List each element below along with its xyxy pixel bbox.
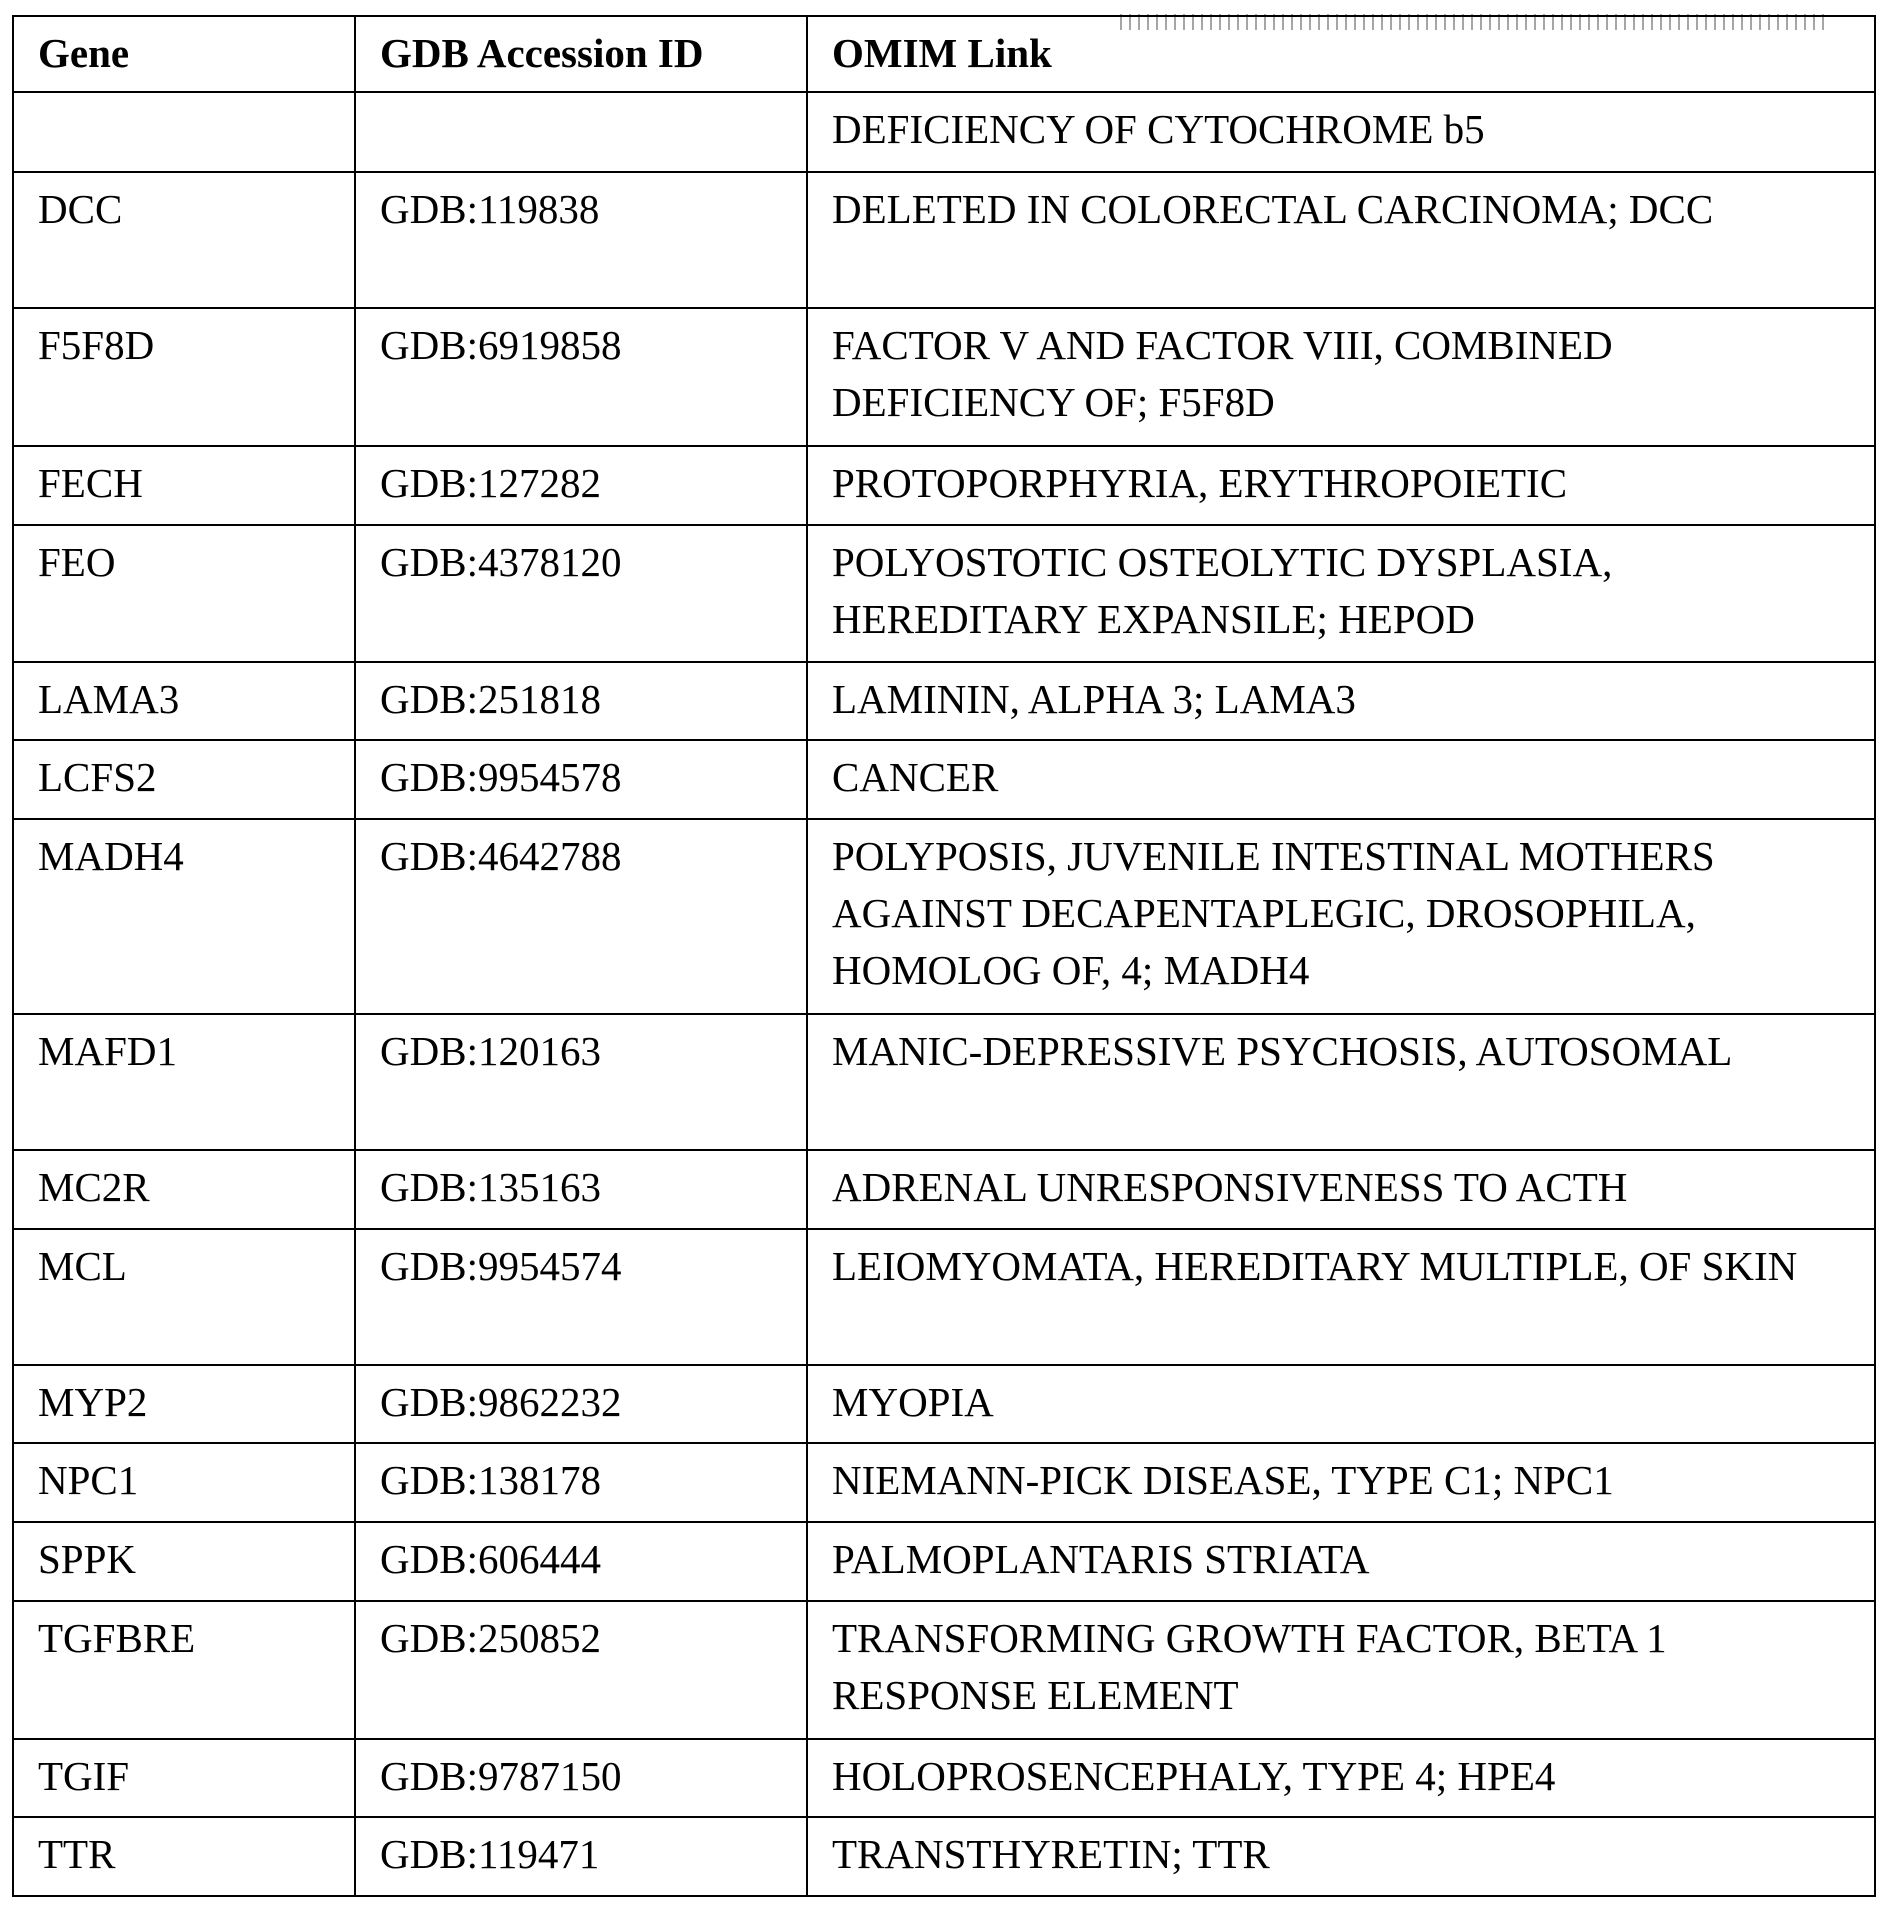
gene-cell: MAFD1 (13, 1014, 355, 1150)
gene-cell: MYP2 (13, 1365, 355, 1443)
table-row (13, 1229, 1875, 1365)
table-row (13, 1522, 1875, 1601)
gene-cell: MC2R (13, 1150, 355, 1229)
gene-cell: FEO (13, 525, 355, 662)
gdb-id-cell: GDB:4642788 (355, 819, 807, 1014)
table-row (13, 1150, 1875, 1229)
gdb-id-cell: GDB:119471 (355, 1817, 807, 1896)
gdb-id-cell (355, 92, 807, 172)
table-row (13, 1443, 1875, 1522)
gdb-id-cell: GDB:251818 (355, 662, 807, 740)
table-row (13, 172, 1875, 308)
table-row (13, 1014, 1875, 1150)
omim-link-cell: HOLOPROSENCEPHALY, TYPE 4; HPE4 (807, 1739, 1875, 1817)
gdb-id-cell: GDB:250852 (355, 1601, 807, 1739)
gene-cell (13, 92, 355, 172)
gene-cell: LAMA3 (13, 662, 355, 740)
gene-cell: LCFS2 (13, 740, 355, 819)
gene-table (12, 15, 1876, 1897)
omim-link-cell: ADRENAL UNRESPONSIVENESS TO ACTH (807, 1150, 1875, 1229)
gdb-id-cell: GDB:606444 (355, 1522, 807, 1601)
omim-link-cell: DELETED IN COLORECTAL CARCINOMA; DCC (807, 172, 1875, 308)
omim-link-cell: LEIOMYOMATA, HEREDITARY MULTIPLE, OF SKIN (807, 1229, 1875, 1365)
omim-link-cell: FACTOR V AND FACTOR VIII, COMBINED DEFICIENCY OF; F5F8D (807, 308, 1875, 446)
gene-cell: F5F8D (13, 308, 355, 446)
header-gdb-accession-id: GDB Accession ID (355, 16, 807, 92)
gdb-id-cell: GDB:120163 (355, 1014, 807, 1150)
header-gene: Gene (13, 16, 355, 92)
gdb-id-cell: GDB:9862232 (355, 1365, 807, 1443)
gdb-id-cell: GDB:9787150 (355, 1739, 807, 1817)
header-row (13, 16, 1875, 92)
table-row (13, 1817, 1875, 1896)
omim-link-cell: TRANSFORMING GROWTH FACTOR, BETA 1 RESPONSE ELEMENT (807, 1601, 1875, 1739)
gene-cell: FECH (13, 446, 355, 525)
gene-cell: TGIF (13, 1739, 355, 1817)
header-omim-link: OMIM Link (807, 16, 1875, 92)
gene-cell: TTR (13, 1817, 355, 1896)
table-row (13, 446, 1875, 525)
gdb-id-cell: GDB:119838 (355, 172, 807, 308)
gene-cell: MADH4 (13, 819, 355, 1014)
table-row (13, 740, 1875, 819)
gdb-id-cell: GDB:9954578 (355, 740, 807, 819)
omim-link-cell: MANIC-DEPRESSIVE PSYCHOSIS, AUTOSOMAL (807, 1014, 1875, 1150)
omim-link-cell: PROTOPORPHYRIA, ERYTHROPOIETIC (807, 446, 1875, 525)
omim-link-cell: NIEMANN-PICK DISEASE, TYPE C1; NPC1 (807, 1443, 1875, 1522)
table-row (13, 525, 1875, 662)
gene-cell: DCC (13, 172, 355, 308)
gdb-id-cell: GDB:127282 (355, 446, 807, 525)
table-row (13, 1601, 1875, 1739)
table-row (13, 1739, 1875, 1817)
table-row (13, 662, 1875, 740)
gene-cell: NPC1 (13, 1443, 355, 1522)
gdb-id-cell: GDB:4378120 (355, 525, 807, 662)
gene-cell: TGFBRE (13, 1601, 355, 1739)
gdb-id-cell: GDB:135163 (355, 1150, 807, 1229)
omim-link-cell: TRANSTHYRETIN; TTR (807, 1817, 1875, 1896)
omim-link-cell: CANCER (807, 740, 1875, 819)
gene-cell: MCL (13, 1229, 355, 1365)
omim-link-cell: POLYPOSIS, JUVENILE INTESTINAL MOTHERS AGAINST DECAPENTAPLEGIC, DROSOPHILA, HOMOLOG OF, 4; MADH4 (807, 819, 1875, 1014)
omim-link-cell: MYOPIA (807, 1365, 1875, 1443)
table-row (13, 92, 1875, 172)
omim-link-cell: LAMININ, ALPHA 3; LAMA3 (807, 662, 1875, 740)
omim-link-cell: POLYOSTOTIC OSTEOLYTIC DYSPLASIA, HEREDITARY EXPANSILE; HEPOD (807, 525, 1875, 662)
table-row (13, 1365, 1875, 1443)
gene-cell: SPPK (13, 1522, 355, 1601)
gdb-id-cell: GDB:9954574 (355, 1229, 807, 1365)
omim-link-cell: DEFICIENCY OF CYTOCHROME b5 (807, 92, 1875, 172)
gdb-id-cell: GDB:138178 (355, 1443, 807, 1522)
table-row (13, 819, 1875, 1014)
omim-link-cell: PALMOPLANTARIS STRIATA (807, 1522, 1875, 1601)
gdb-id-cell: GDB:6919858 (355, 308, 807, 446)
table-row (13, 308, 1875, 446)
